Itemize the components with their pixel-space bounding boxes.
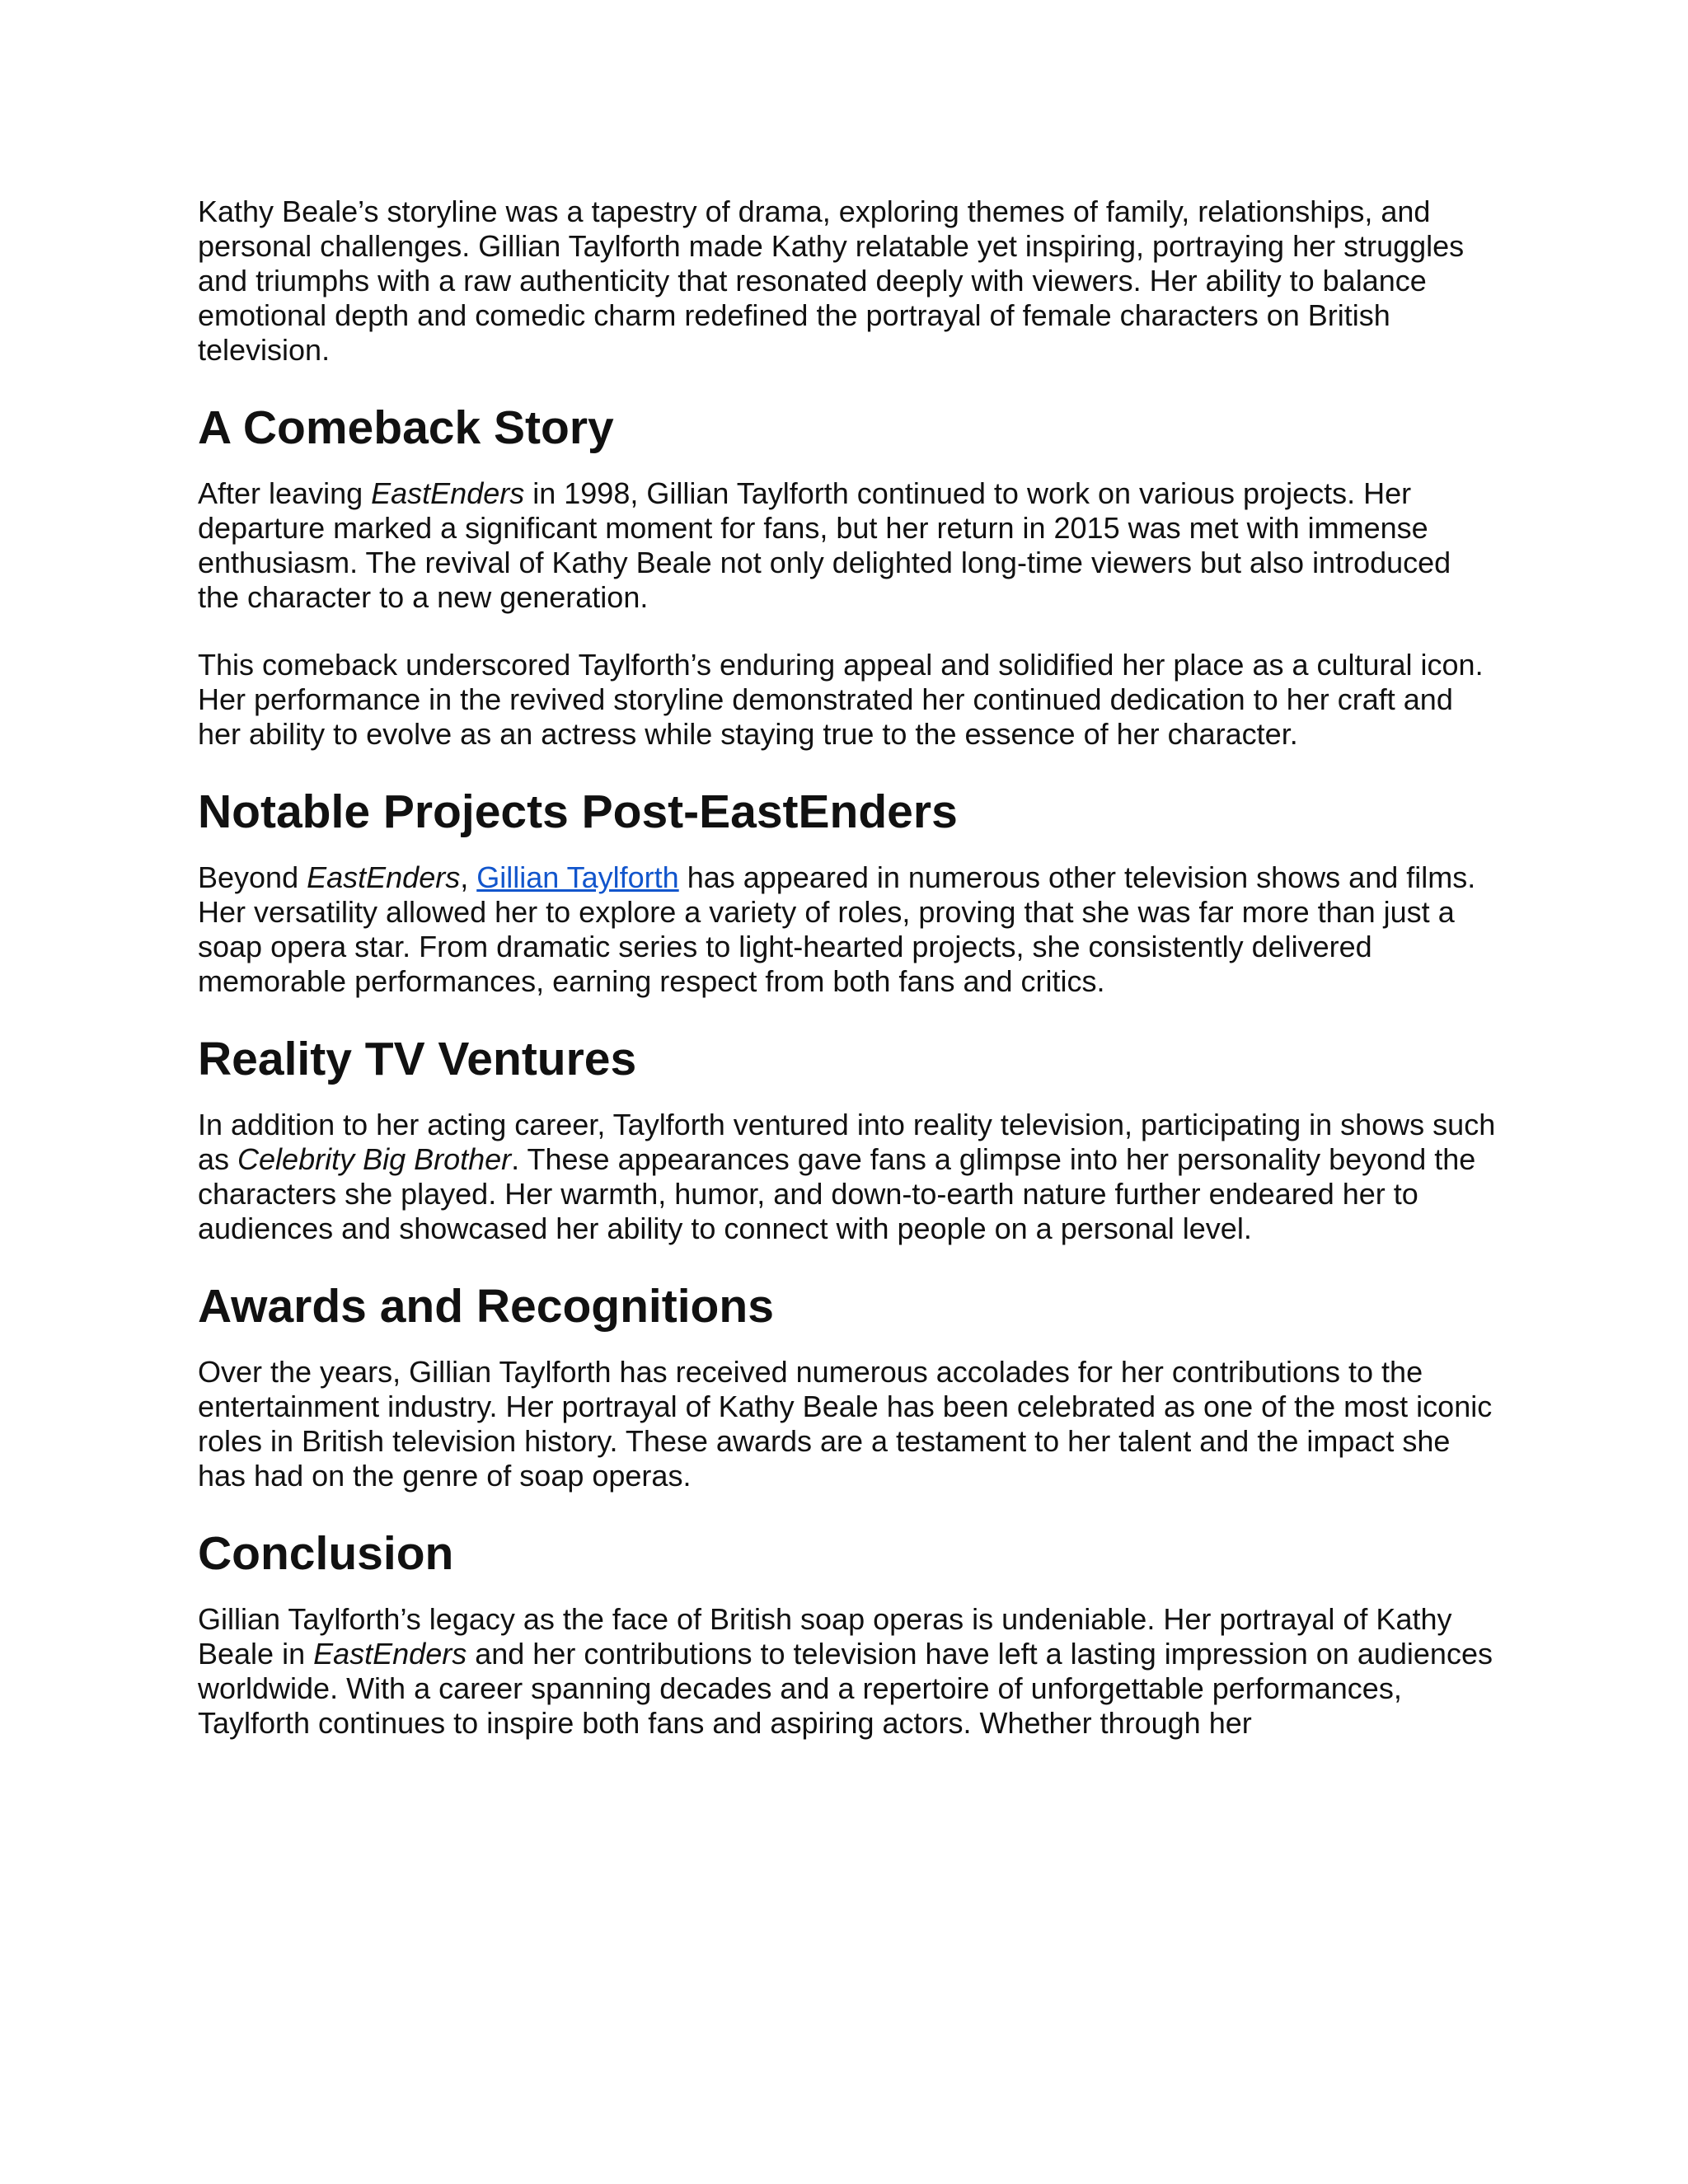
show-title-celebrity-big-brother: Celebrity Big Brother — [237, 1142, 512, 1176]
gillian-taylforth-link[interactable]: Gillian Taylforth — [476, 860, 679, 894]
comeback-paragraph-2: This comeback underscored Taylforth’s enduring appeal and solidified her place as a cultural icon. Her performance in the revived storyline demonstrated her continued dedication to her craft and her ability to evolve as an actress while staying true to the essence of her character. — [198, 648, 1484, 751]
conclusion-paragraph: Gillian Taylforth’s legacy as the face of British soap operas is undeniable. Her portrayal of Kathy Beale in EastEnders and her contributions to television have left a lasting impression on audiences worldwide. With a career spanning decades and a repertoire of unforgettable performances, Taylforth continues to inspire both fans and aspiring actors. Whether through her — [198, 1602, 1493, 1740]
intro-paragraph: Kathy Beale’s storyline was a tapestry of drama, exploring themes of family, relationships, and personal challenges. Gillian Taylforth made Kathy relatable yet inspiring, portraying her struggles and triumphs with a raw authenticity that resonated deeply with viewers. Her ability to balance emotional depth and comedic charm redefined the portrayal of female characters on British television. — [198, 194, 1465, 367]
show-title-eastenders: EastEnders — [371, 476, 525, 510]
show-title-eastenders: EastEnders — [313, 1637, 467, 1671]
heading-notable-projects: Notable Projects Post-EastEnders — [198, 785, 958, 838]
show-title-eastenders: EastEnders — [307, 860, 461, 894]
awards-paragraph: Over the years, Gillian Taylforth has received numerous accolades for her contributions to the entertainment industry. Her portrayal of Kathy Beale has been celebrated as one of the most iconic roles in British television history. These awards are a testament to her talent and the impact she has had on the genre of soap operas. — [198, 1355, 1493, 1493]
heading-comeback-story: A Comeback Story — [198, 401, 614, 454]
reality-tv-paragraph: In addition to her acting career, Taylforth ventured into reality television, participating in shows such as Celebrity Big Brother. These appearances gave fans a glimpse into her personality beyond the characters she played. Her warmth, humor, and down-to-earth nature further endeared her to audiences and showcased her ability to connect with people on a personal level. — [198, 1108, 1496, 1245]
heading-reality-tv: Reality TV Ventures — [198, 1033, 637, 1085]
heading-conclusion: Conclusion — [198, 1527, 454, 1580]
heading-awards: Awards and Recognitions — [198, 1280, 774, 1333]
comeback-paragraph-1: After leaving EastEnders in 1998, Gillian Taylforth continued to work on various projects. Her departure marked a significant moment for fans, but her return in 2015 was met with immense enthusiasm. The revival of Kathy Beale not only delighted long-time viewers but also introduced the character to a new generation. — [198, 476, 1451, 614]
document-page — [198, 194, 1500, 1774]
notable-projects-paragraph: Beyond EastEnders, Gillian Taylforth has appeared in numerous other television shows and films. Her versatility allowed her to explore a variety of roles, proving that she was far more than just a soap opera star. From dramatic series to light-hearted projects, she consistently delivered memorable performances, earning respect from both fans and critics. — [198, 860, 1476, 998]
